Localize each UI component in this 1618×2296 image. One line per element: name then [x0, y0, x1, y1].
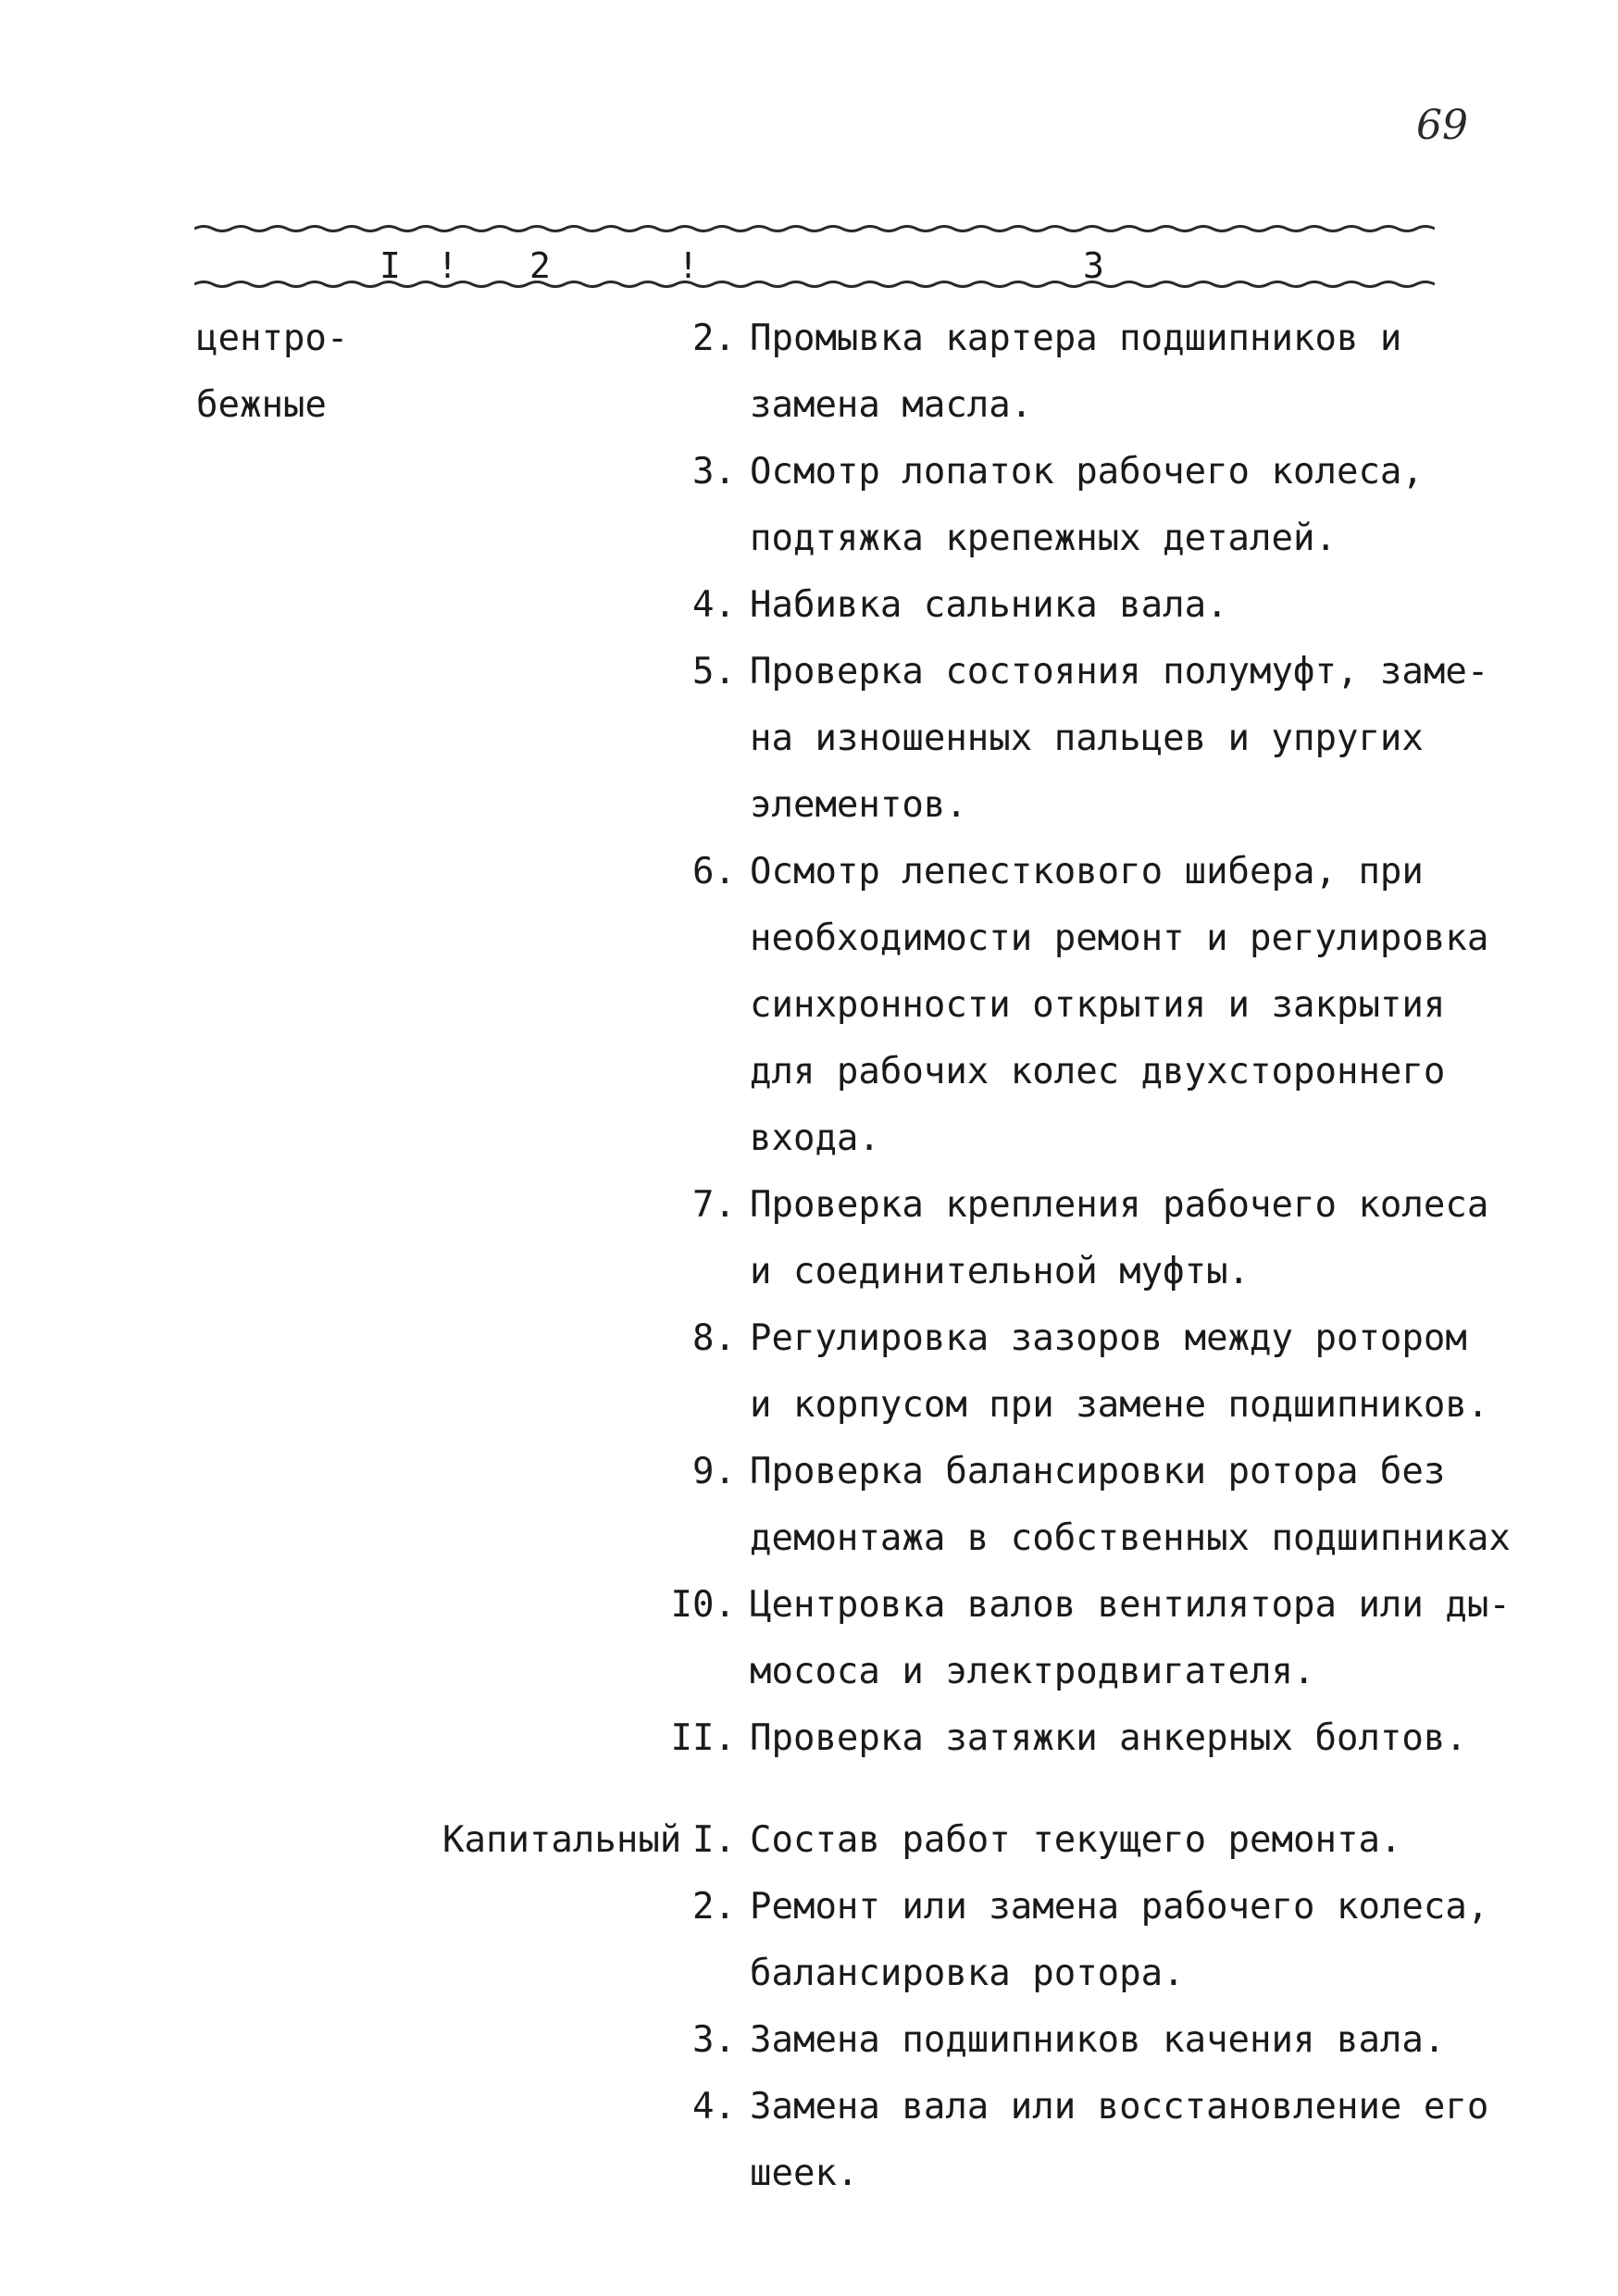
header-bottom-rule [194, 278, 1435, 291]
item-text: Проверка затяжки анкерных болтов. [750, 1717, 1467, 1759]
item-number: 2. [692, 1886, 736, 1928]
item-number: 3. [692, 2019, 736, 2061]
item-text: Центровка валов вентилятора или ды- [750, 1584, 1511, 1626]
item-text: Состав работ текущего ремонта. [750, 1819, 1402, 1861]
repair-type-label: Капитальный [442, 1819, 682, 1861]
item-text: для рабочих колес двухстороннего [750, 1051, 1446, 1092]
item-text: Проверка состояния полумуфт, заме- [750, 651, 1489, 693]
item-text: Проверка балансировки ротора без [750, 1451, 1446, 1492]
item-text: элементов. [750, 784, 967, 826]
column1-line1: центро- [196, 318, 349, 359]
item-number: 2. [692, 318, 736, 359]
item-text: Осмотр лопаток рабочего колеса, [750, 451, 1424, 493]
item-text: шеек. [750, 2152, 859, 2194]
item-number: 9. [692, 1451, 736, 1492]
item-text: Набивка сальника вала. [750, 584, 1228, 626]
item-number: I. [692, 1819, 736, 1861]
header-col1: I [380, 245, 401, 286]
item-text: балансировка ротора. [750, 1953, 1185, 1994]
item-number: 4. [692, 2086, 736, 2128]
item-text: демонтажа в собственных подшипниках [750, 1517, 1511, 1559]
item-text: Осмотр лепесткового шибера, при [750, 851, 1424, 892]
item-number: 3. [692, 451, 736, 493]
header-col3: 3 [1083, 245, 1104, 286]
item-text: Замена вала или восстановление его [750, 2086, 1489, 2128]
item-number: I0. [670, 1584, 736, 1626]
item-text: необходимости ремонт и регулировка [750, 917, 1489, 959]
item-number: 4. [692, 584, 736, 626]
item-text: входа. [750, 1117, 880, 1159]
item-text: Промывка картера подшипников и [750, 318, 1402, 359]
item-number: II. [670, 1717, 736, 1759]
header-col2: 2 [529, 245, 551, 286]
item-number: 6. [692, 851, 736, 892]
header-sep1: ! [437, 245, 458, 286]
item-text: Замена подшипников качения вала. [750, 2019, 1446, 2061]
item-text: на изношенных пальцев и упругих [750, 718, 1424, 759]
column1-line2: бежные [196, 384, 327, 426]
item-text: мососа и электродвигателя. [750, 1651, 1315, 1692]
item-number: 5. [692, 651, 736, 693]
item-text: и соединительной муфты. [750, 1251, 1251, 1292]
item-text: синхронности открытия и закрытия [750, 984, 1446, 1026]
item-number: 8. [692, 1317, 736, 1359]
page-number: 69 [1416, 102, 1468, 149]
header-sep2: ! [678, 245, 699, 286]
item-text: замена масла. [750, 384, 1033, 426]
item-text: подтяжка крепежных деталей. [750, 518, 1337, 559]
item-text: Проверка крепления рабочего колеса [750, 1184, 1489, 1226]
item-text: Регулировка зазоров между ротором [750, 1317, 1467, 1359]
item-text: Ремонт или замена рабочего колеса, [750, 1886, 1489, 1928]
item-text: и корпусом при замене подшипников. [750, 1384, 1489, 1426]
header-top-rule [194, 222, 1435, 235]
item-number: 7. [692, 1184, 736, 1226]
